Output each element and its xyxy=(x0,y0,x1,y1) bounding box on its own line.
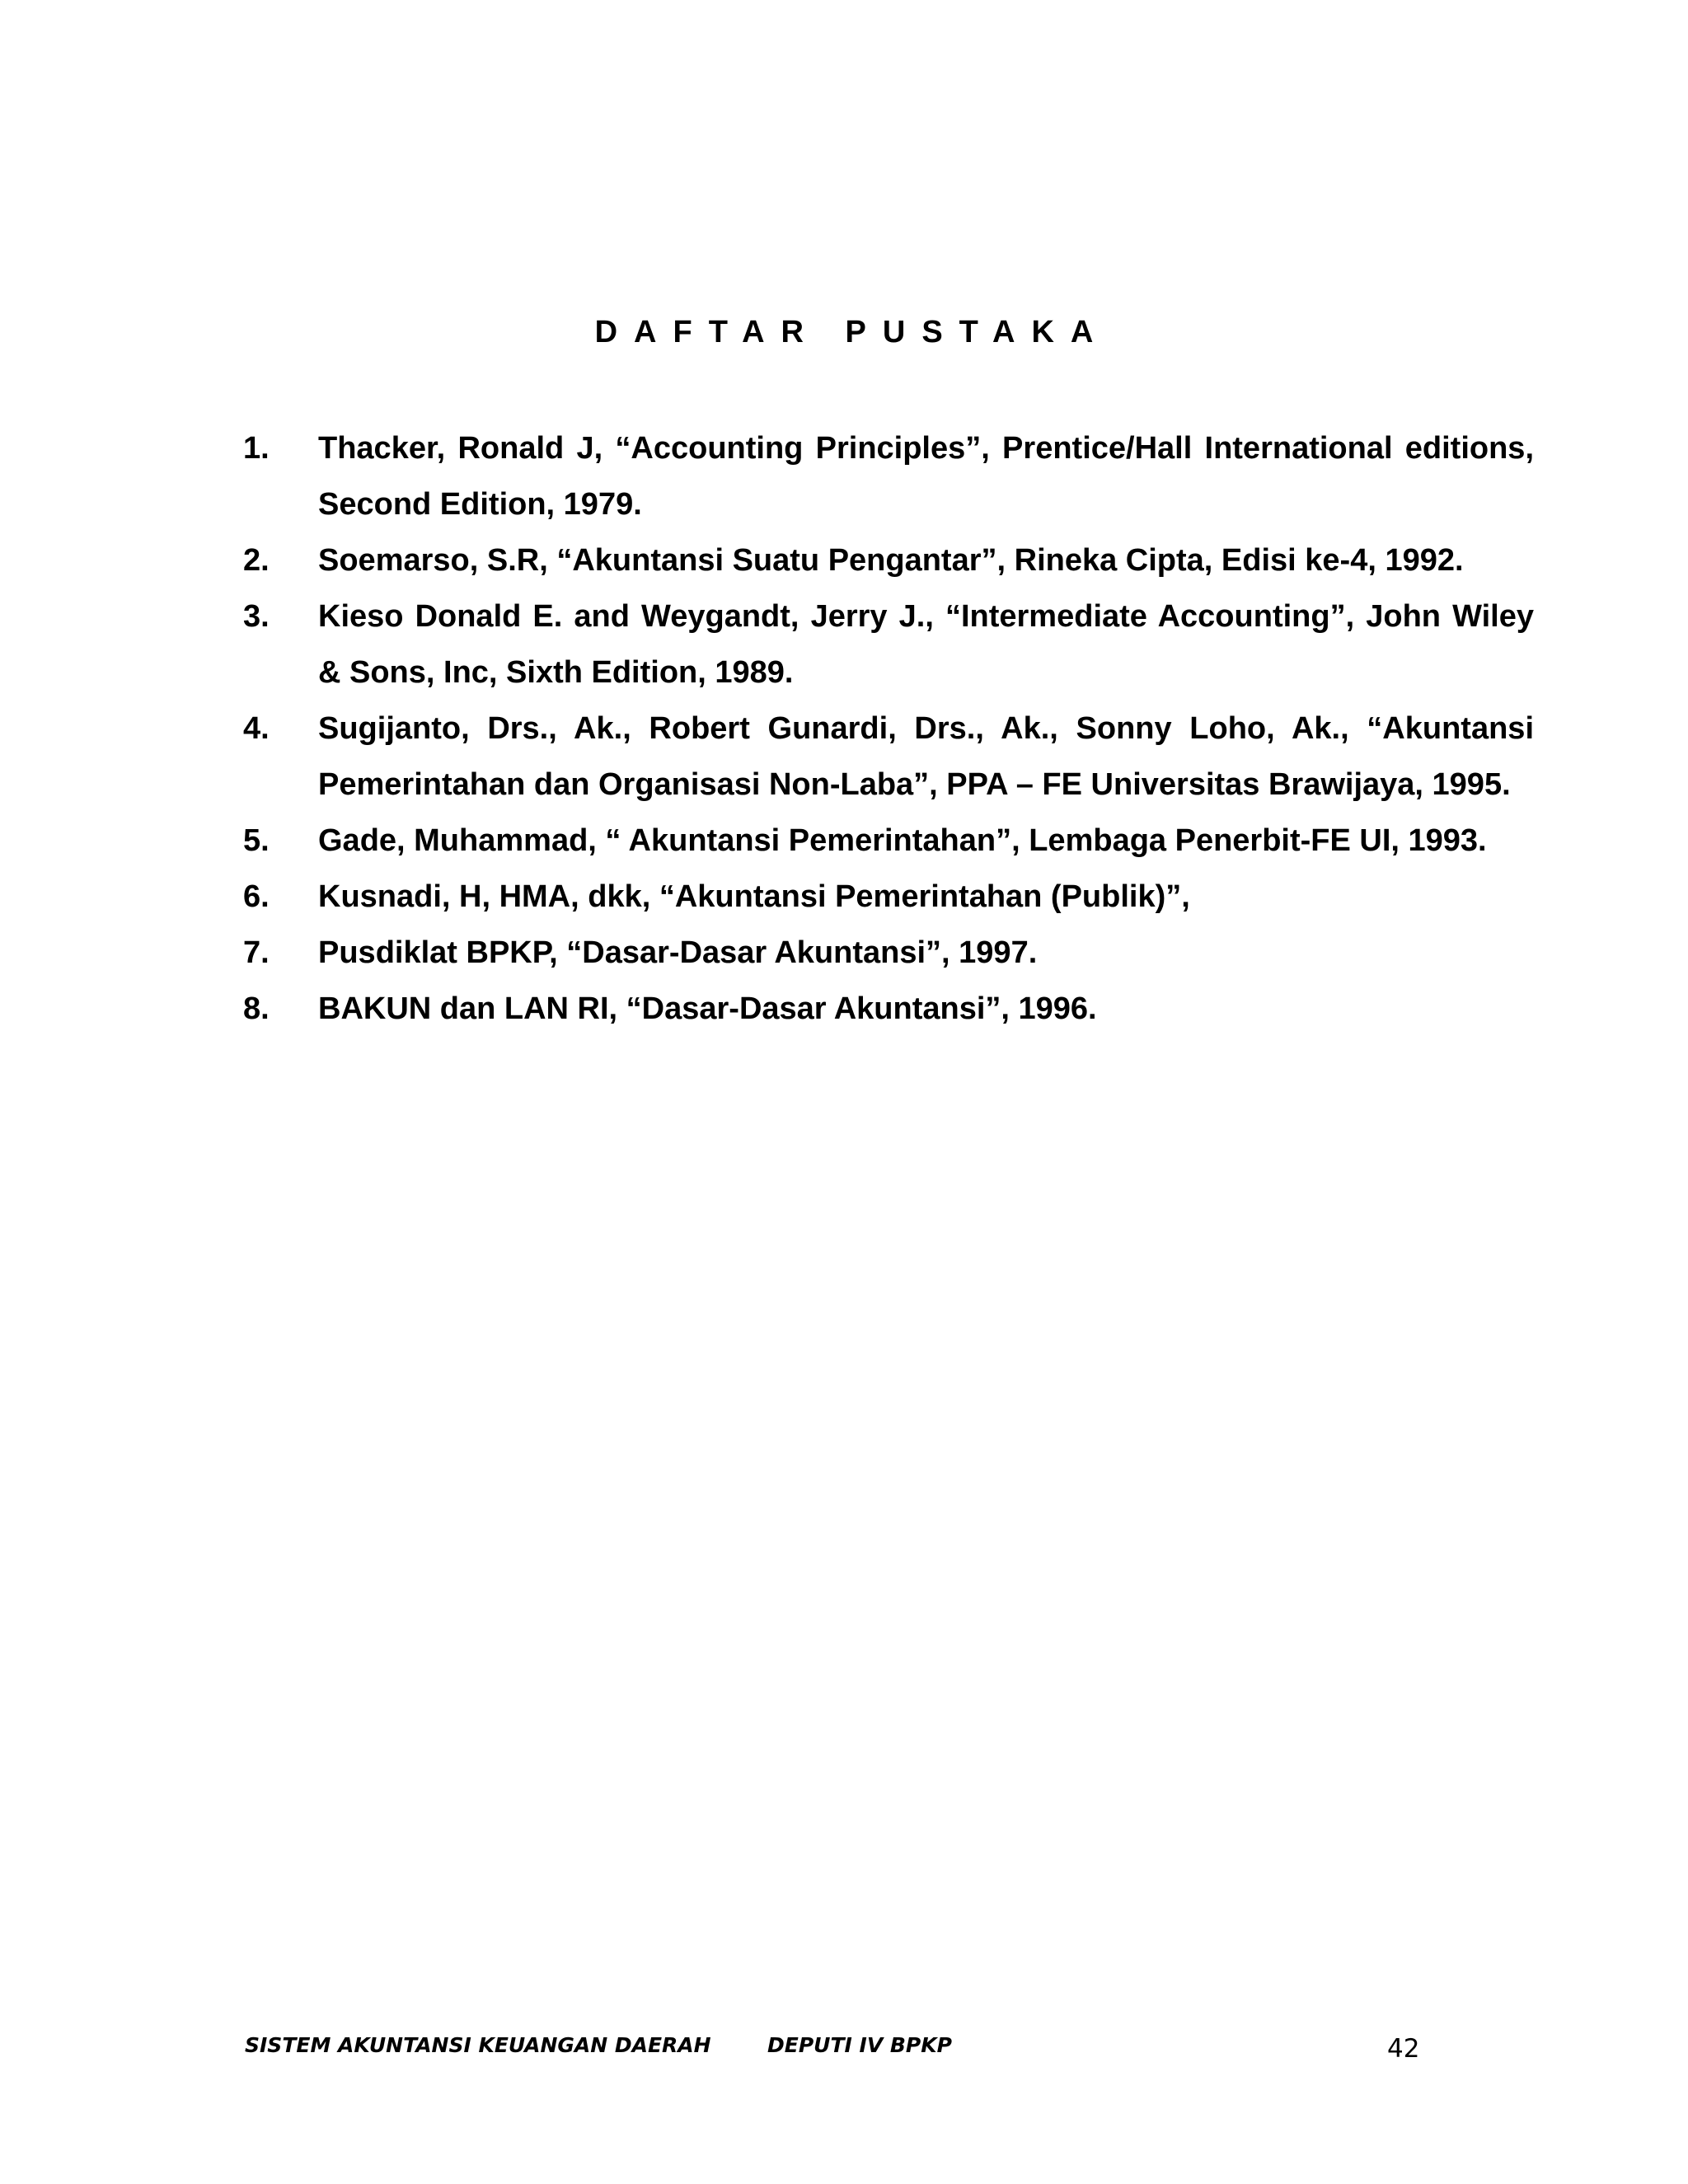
reference-text: Gade, Muhammad, “ Akuntansi Pemerintahan”, Lembaga Penerbit-FE UI, 1993. xyxy=(318,823,1487,858)
reference-text: Sugijanto, Drs., Ak., Robert Gunardi, Drs., Ak., Sonny Loho, Ak., “Akuntansi Pemerintahan dan Organisasi Non-Laba”, PPA – FE Universitas Brawijaya, 1995. xyxy=(318,711,1534,802)
reference-text: Soemarso, S.R, “Akuntansi Suatu Pengantar”, Rineka Cipta, Edisi ke-4, 1992. xyxy=(318,543,1464,578)
reference-list xyxy=(243,420,1534,1037)
page-number: 42 xyxy=(1387,2034,1420,2064)
reference-item xyxy=(243,981,1534,1037)
reference-text: Kieso Donald E. and Weygandt, Jerry J., “Intermediate Accounting”, John Wiley & Sons, Inc, Sixth Edition, 1989. xyxy=(318,599,1534,690)
reference-item xyxy=(243,925,1534,981)
reference-item xyxy=(243,532,1534,588)
reference-text: Thacker, Ronald J, “Accounting Principles”, Prentice/Hall International editions, Second Edition, 1979. xyxy=(318,431,1534,522)
reference-item xyxy=(243,701,1534,813)
reference-number: 1. xyxy=(243,431,270,466)
page-title: DAFTAR PUSTAKA xyxy=(594,315,1110,349)
reference-item xyxy=(243,420,1534,532)
reference-text: BAKUN dan LAN RI, “Dasar-Dasar Akuntansi”, 1996. xyxy=(318,991,1097,1026)
page-footer xyxy=(245,2029,1432,2062)
reference-text: Pusdiklat BPKP, “Dasar-Dasar Akuntansi”, 1997. xyxy=(318,935,1038,970)
reference-number: 3. xyxy=(243,599,270,634)
reference-number: 7. xyxy=(243,935,270,970)
footer-organization: DEPUTI IV BPKP xyxy=(767,2033,952,2057)
reference-number: 8. xyxy=(243,991,270,1026)
footer-document-title: SISTEM AKUNTANSI KEUANGAN DAERAH xyxy=(245,2033,711,2057)
reference-number: 6. xyxy=(243,879,270,914)
reference-number: 5. xyxy=(243,823,270,858)
reference-number: 2. xyxy=(243,543,270,578)
reference-text: Kusnadi, H, HMA, dkk, “Akuntansi Pemerintahan (Publik)”, xyxy=(318,879,1190,914)
reference-item xyxy=(243,813,1534,869)
reference-item xyxy=(243,588,1534,701)
reference-item xyxy=(243,869,1534,925)
reference-number: 4. xyxy=(243,711,270,746)
